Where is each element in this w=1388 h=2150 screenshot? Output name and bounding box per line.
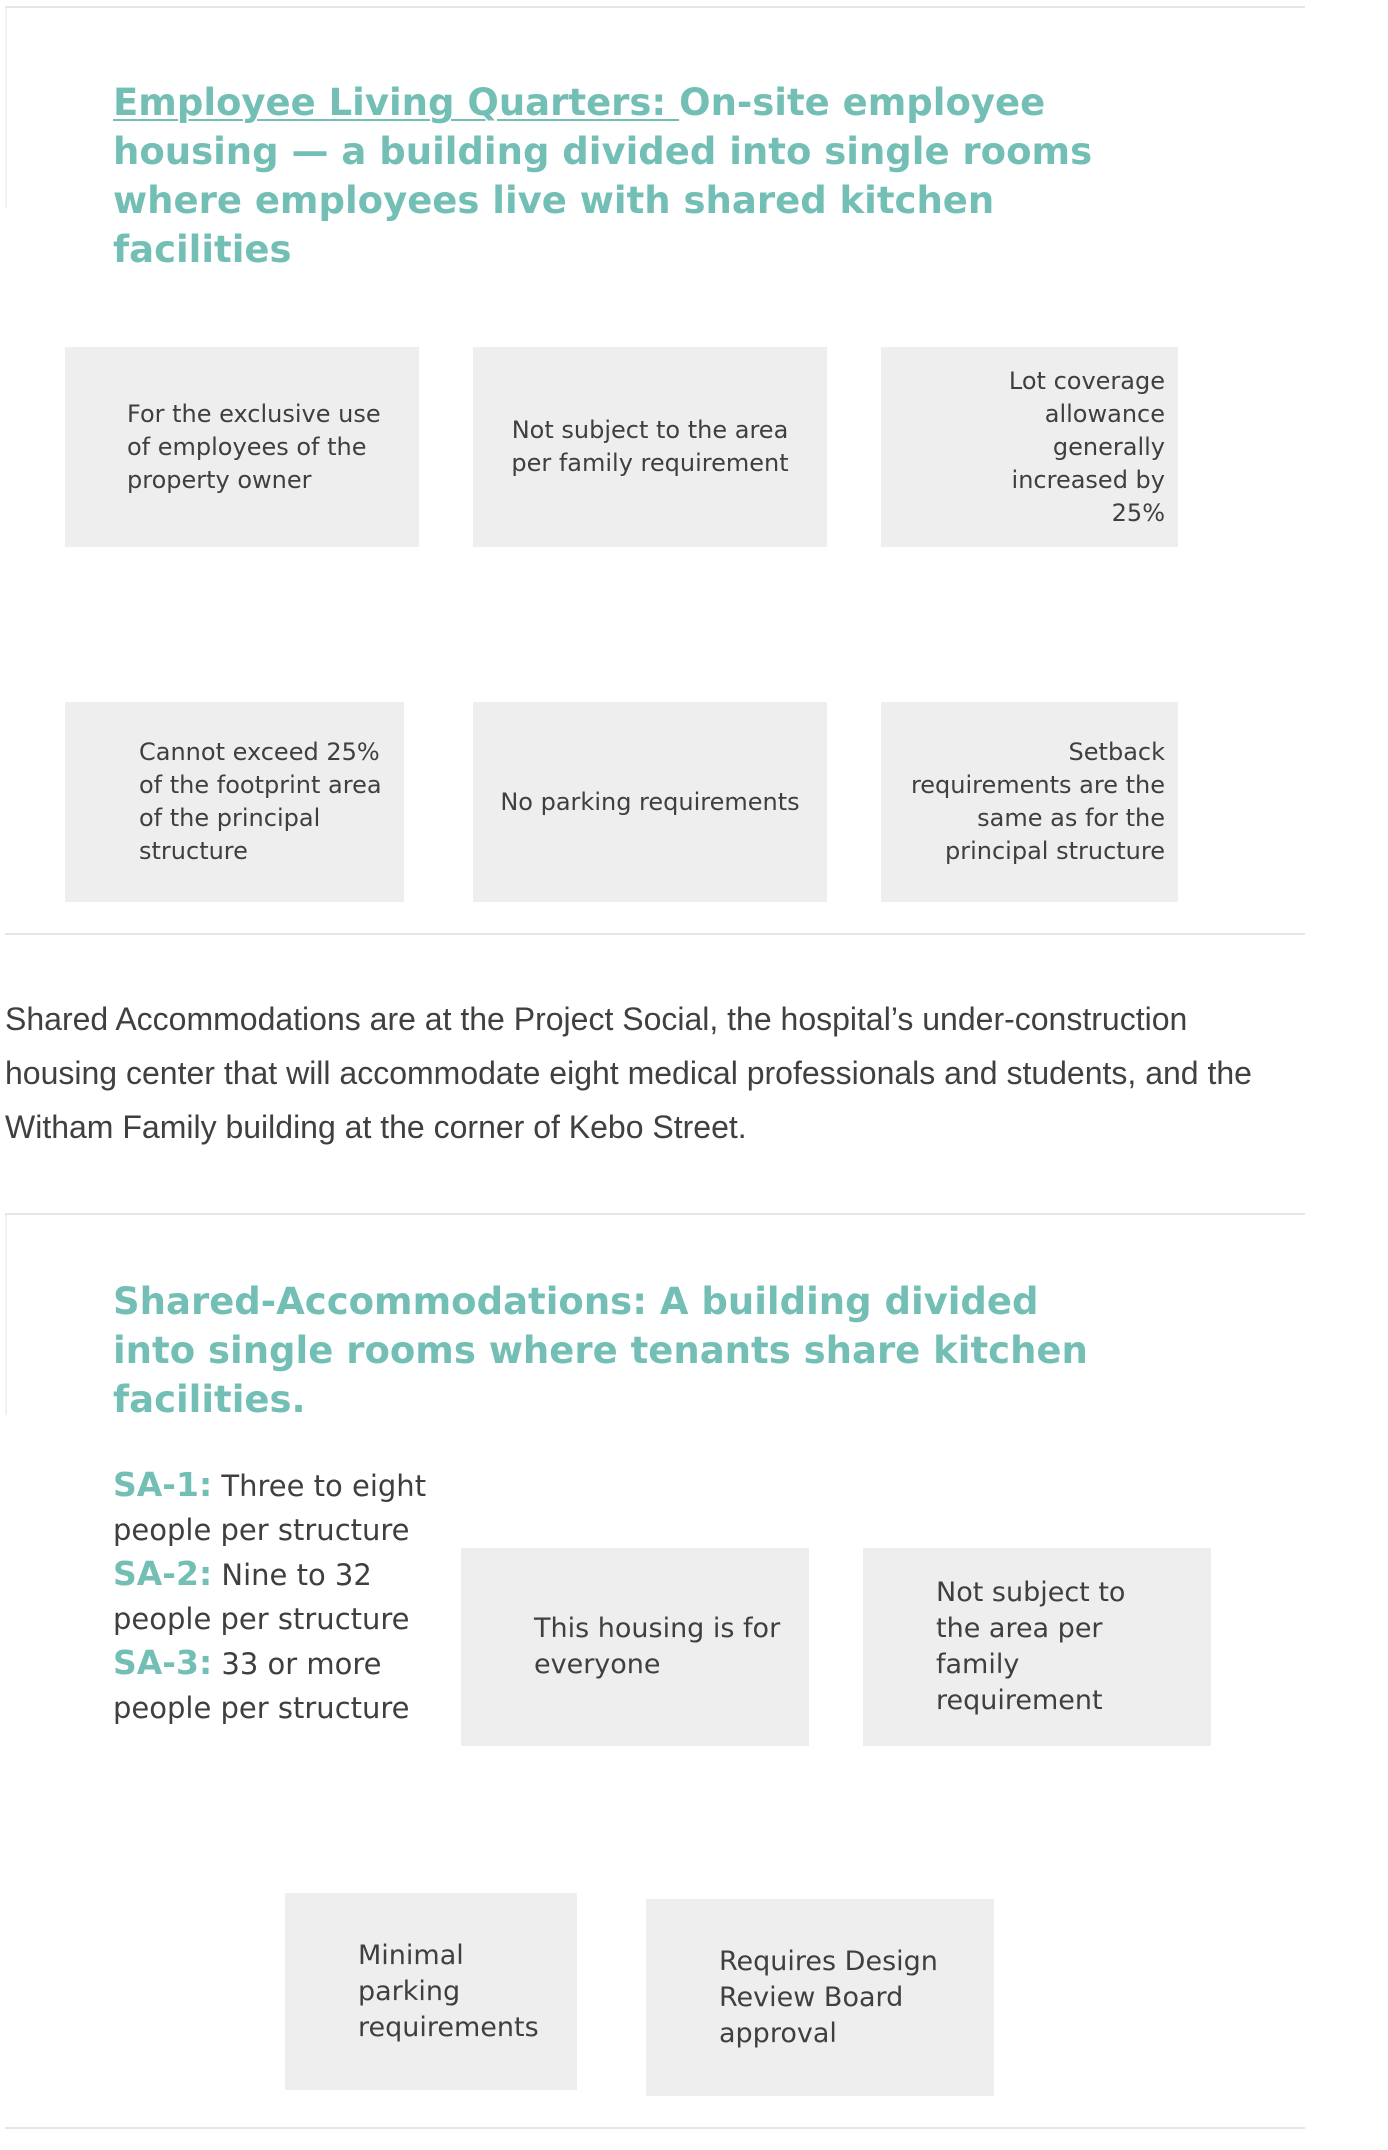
info-card-text: For the exclusive use of employees of the property owner xyxy=(127,399,381,494)
info-card-area-per-family-2 xyxy=(863,1548,1211,1746)
info-card-text: This housing is for everyone xyxy=(534,1613,781,1680)
info-card-for-everyone xyxy=(461,1548,809,1746)
info-card-exclusive-use xyxy=(65,347,419,547)
info-card-lot-coverage xyxy=(881,347,1178,547)
panel-edge xyxy=(5,1215,7,1415)
info-card-text: Not subject to the area per family requirement xyxy=(936,1577,1126,1716)
info-card-text: Not subject to the area per family requirement xyxy=(511,416,789,477)
info-card-text: No parking requirements xyxy=(500,787,800,816)
shared-accommodations-heading: Shared-Accommodations: A building divided into single rooms where tenants share kitchen facilities. xyxy=(113,1280,1088,1421)
employee-quarters-heading xyxy=(113,78,1113,274)
sa-text: Three to eight people per structure xyxy=(113,1469,427,1547)
employee-quarters-link[interactable]: Employee Living Quarters: xyxy=(113,81,680,124)
info-card-text: Minimal parking requirements xyxy=(358,1939,539,2043)
info-card-footprint xyxy=(65,702,404,902)
employee-quarters-heading-text: On-site employee housing — a building divided into single rooms where employees live with shared kitchen facilities xyxy=(113,81,1093,271)
info-card-design-review xyxy=(646,1899,994,2096)
section-divider xyxy=(5,933,1305,935)
sa-text: Nine to 32 people per structure xyxy=(113,1558,410,1636)
info-card-text: Requires Design Review Board approval xyxy=(719,1945,938,2049)
info-card-setback xyxy=(881,702,1178,902)
info-card-text: Lot coverage allowance generally increased by 25% xyxy=(1008,366,1165,527)
info-card-area-per-family xyxy=(473,347,827,547)
section-divider xyxy=(5,1213,1305,1215)
top-divider xyxy=(5,6,1305,8)
sa-code: SA-3: xyxy=(113,1643,213,1682)
sa-item xyxy=(113,1552,443,1641)
sa-code: SA-1: xyxy=(113,1465,213,1504)
sa-item xyxy=(113,1641,443,1730)
sa-item xyxy=(113,1463,443,1552)
sa-category-list xyxy=(113,1463,443,1730)
info-card-minimal-parking xyxy=(285,1893,577,2090)
info-card-no-parking xyxy=(473,702,827,902)
article-paragraph: Shared Accommodations are at the Project Social, the hospital’s under-construction housing center that will accommodate eight medical professionals and students, and the Witham Family building at the corner of Kebo Street. xyxy=(5,1001,1252,1145)
panel-edge xyxy=(5,8,7,208)
sa-code: SA-2: xyxy=(113,1554,213,1593)
sa-text: 33 or more people per structure xyxy=(113,1647,410,1725)
bottom-divider xyxy=(5,2127,1305,2129)
info-card-text: Cannot exceed 25% of the footprint area of the principal structure xyxy=(139,738,382,865)
info-card-text: Setback requirements are the same as for the principal structure xyxy=(910,738,1165,865)
